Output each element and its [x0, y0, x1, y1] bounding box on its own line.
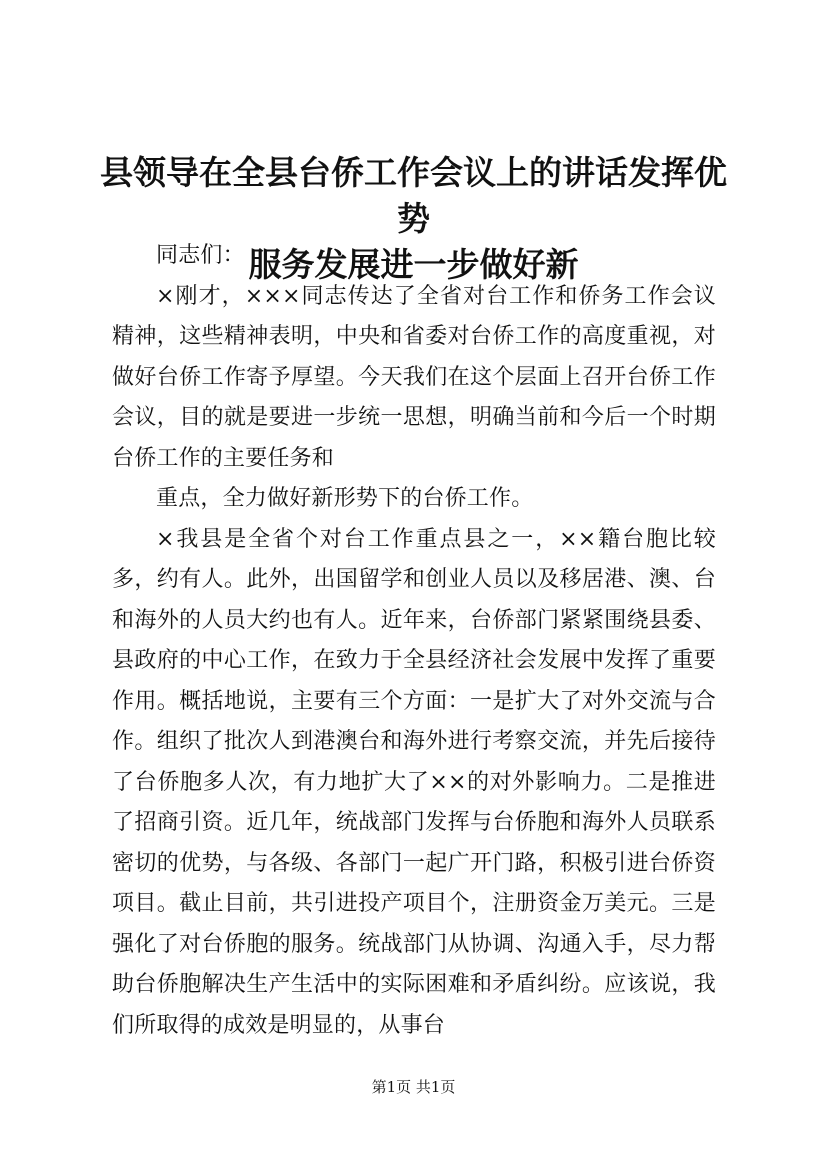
paragraph: 重点，全力做好新形势下的台侨工作。	[156, 486, 534, 511]
salutation: 同志们：	[156, 243, 245, 268]
page-number-footer: 第1页 共1页	[371, 1078, 456, 1096]
title-line-2: 服务发展进一步做好新	[248, 245, 579, 284]
paragraph: ×我县是全省个对台工作重点县之一，××籍台胞比较多，约有人。此外，出国留学和创业人员以及移居港、澳、台和海外的人员大约也有人。近年来，台侨部门紧紧围绕县委、县政府的中心工作，在致力于全县经济社会发展中发挥了重要作用。概括地说，主要有三个方面：一是扩大了对外交流与合作。组织了批次人到港澳台和海外进行考察交流，并先后接待了台侨胞多人次，有力地扩大了××的对外影响力。二是推进了招商引资。近几年，统战部门发挥与台侨胞和海外人员联系密切的优势，与各级、各部门一起广开门路，积极引进台侨资项目。截止目前，共引进投产项目个，注册资金万美元。三是强化了对台侨胞的服务。统战部门从协调、沟通入手，尽力帮助台侨胞解决生产生活中的实际困难和矛盾纠纷。应该说，我们所取得的成效是明显的，从事台	[112, 526, 716, 1038]
title-line-1: 县领导在全县台侨工作会议上的讲话发挥优势	[100, 153, 727, 238]
paragraph: ×刚才，×××同志传达了全省对台工作和侨务工作会议精神，这些精神表明，中央和省委对台侨工作的高度重视，对做好台侨工作寄予厚望。今天我们在这个层面上召开台侨工作会议，目的就是要进一步统一思想，明确当前和今后一个时期台侨工作的主要任务和	[112, 283, 716, 471]
document-body	[112, 236, 716, 1046]
